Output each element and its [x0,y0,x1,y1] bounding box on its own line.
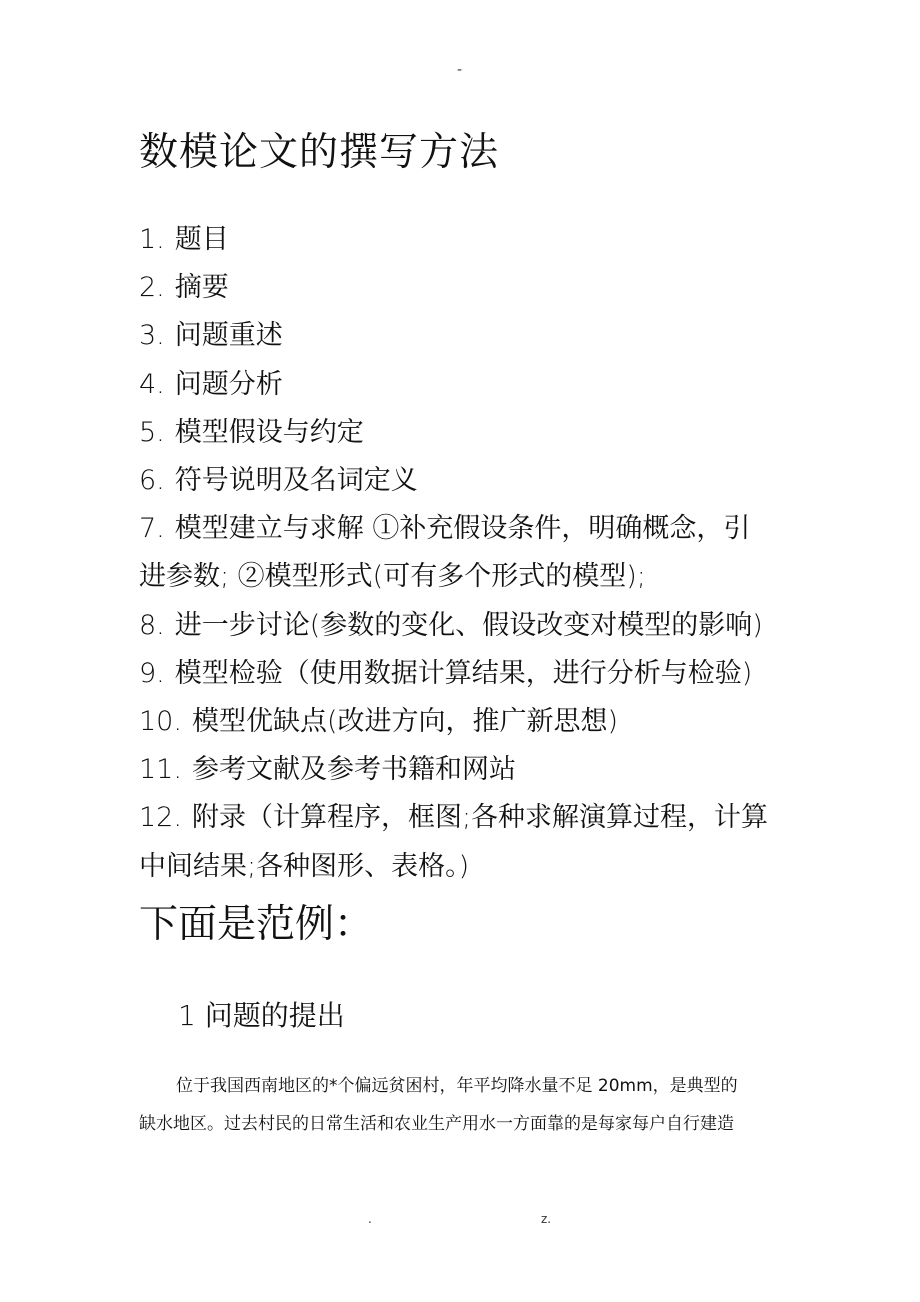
paragraph-line: 位于我国西南地区的*个偏远贫困村，年平均降水量不足 20mm，是典型的 [176,1076,738,1096]
item-text: 附录（计算程序，框图;各种求解演算过程，计算 [191,802,769,834]
item-number: 1. [139,224,165,255]
list-item [139,505,789,553]
outline-list [139,216,789,891]
item-text: 符号说明及名词定义 [174,465,418,497]
list-item [139,457,789,505]
item-number: 4. [139,368,165,400]
document-title: 数模论文的撰写方法 [139,130,500,175]
item-number: 8. [139,609,165,641]
item-text: 中间结果;各种图形、表格。) [139,850,470,882]
body-paragraph [139,1067,789,1143]
item-text: 摘要 [174,272,229,304]
item-text: 参考文献及参考书籍和网站 [191,754,516,786]
list-item-continuation [139,843,789,891]
list-item [139,409,789,457]
list-item [139,216,789,264]
paragraph-line: 缺水地区。过去村民的日常生活和农业生产用水一方面靠的是每家每户自行建造 [139,1114,734,1134]
item-text: 模型假设与约定 [174,416,364,448]
item-text: 模型优缺点(改进方向，推广新思想) [191,706,619,738]
list-item [139,746,789,794]
item-text: 进一步讨论(参数的变化、假设改变对模型的影响) [174,609,763,641]
list-item [139,361,789,409]
footer-left-mark: . [368,1212,372,1226]
list-item [139,312,789,360]
example-subheading: 下面是范例： [139,902,374,947]
item-number: 11. [139,754,182,786]
item-text: 题目 [174,224,229,255]
item-number: 12. [139,802,182,834]
item-number: 5. [139,416,165,448]
item-number: 6. [139,465,165,497]
item-text: 模型建立与求解 ①补充假设条件，明确概念，引 [174,513,751,545]
item-text: 问题重述 [174,320,283,352]
item-number: 7. [139,513,165,545]
list-item [139,794,789,842]
item-number: 9. [139,657,165,689]
item-number: 3. [139,320,165,352]
list-item [139,264,789,312]
list-item [139,602,789,650]
item-number: 10. [139,706,182,738]
list-item [139,698,789,746]
list-item-continuation [139,553,789,601]
item-text: 模型检验（使用数据计算结果，进行分析与检验) [174,657,753,689]
header-mark: - [457,62,463,78]
item-text: 问题分析 [174,368,283,400]
item-number: 2. [139,272,165,304]
section-title: 1 问题的提出 [178,999,345,1032]
footer-right-mark: z. [541,1212,552,1226]
list-item [139,650,789,698]
item-text: 进参数; ②模型形式(可有多个形式的模型); [139,561,646,593]
